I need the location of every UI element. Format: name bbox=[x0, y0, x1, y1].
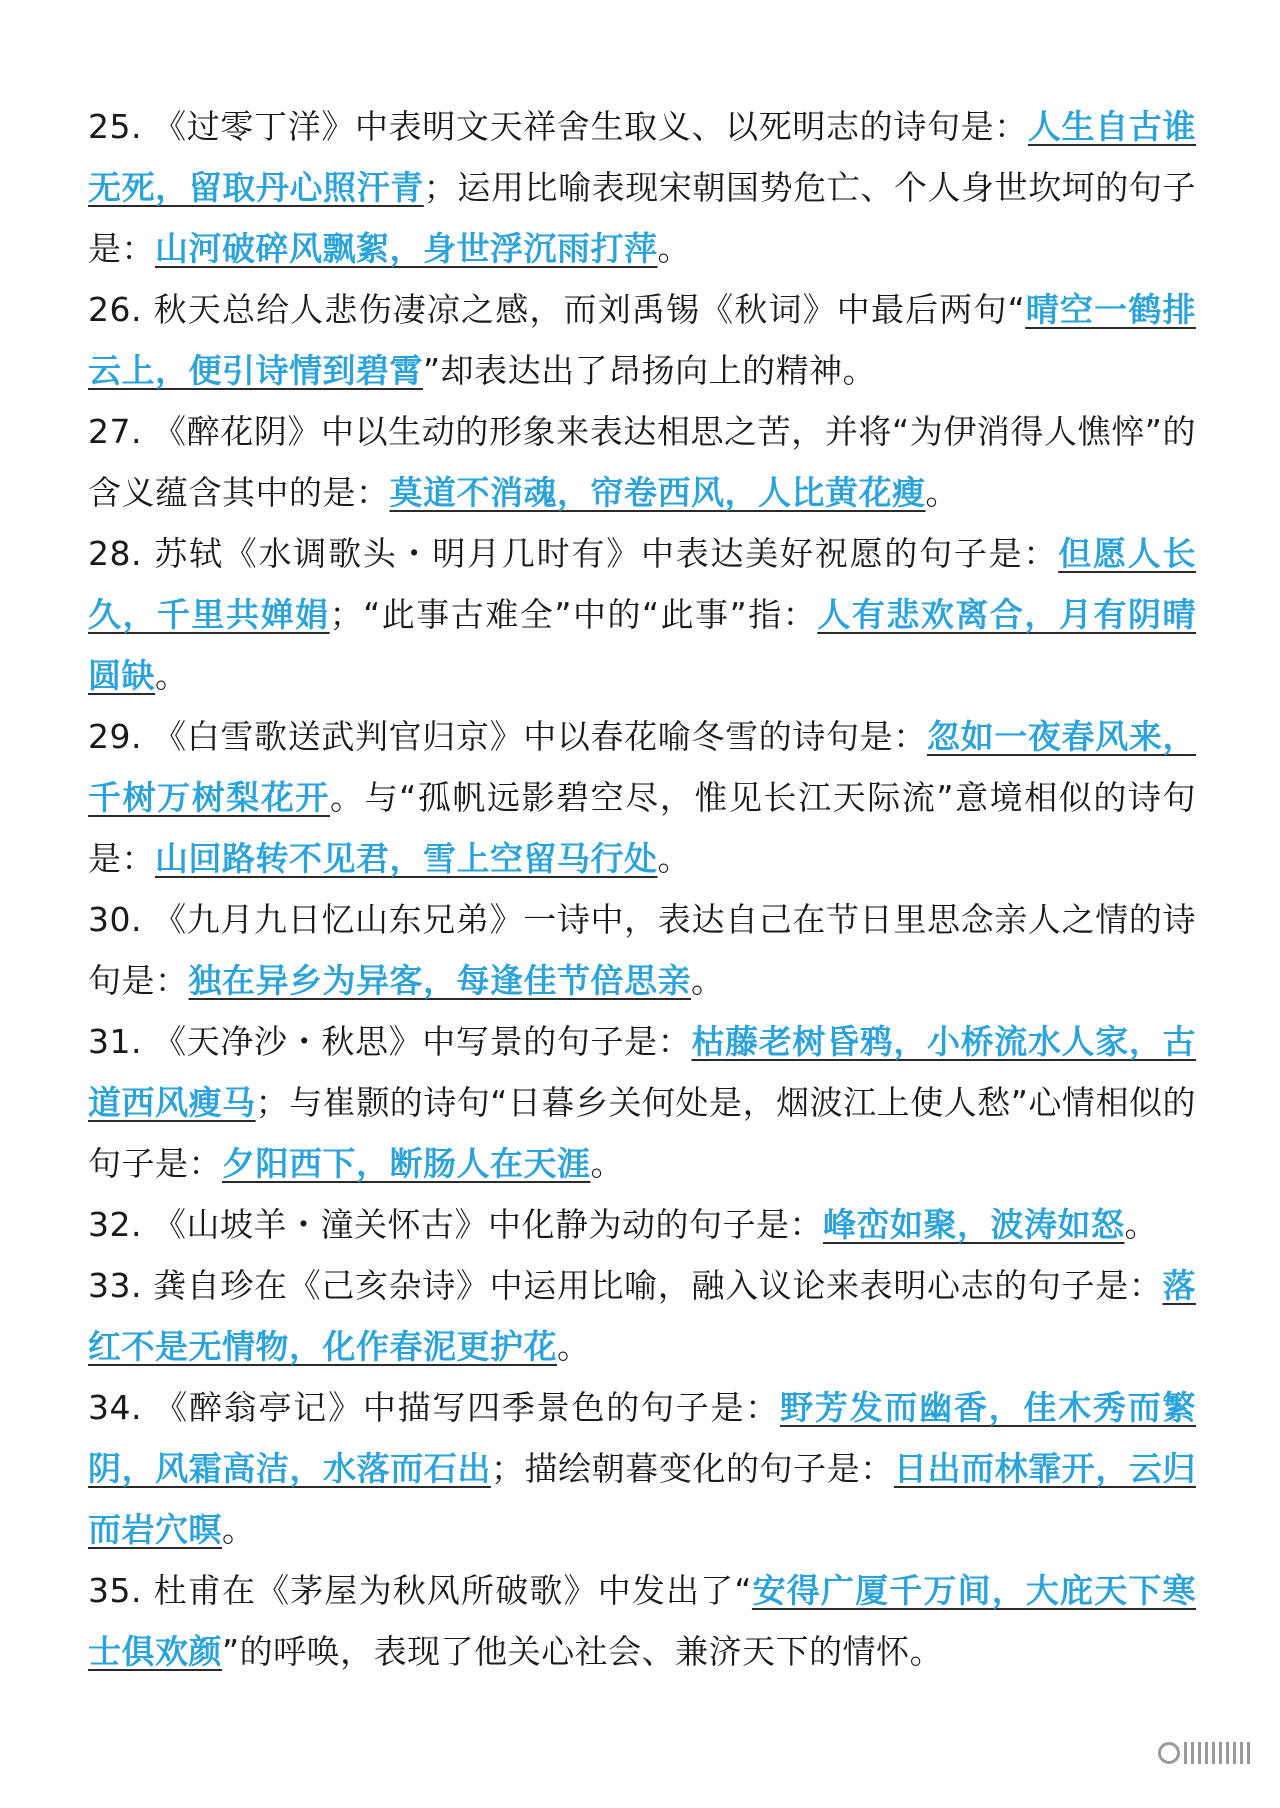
answer-text: 独在异乡为异客，每逢佳节倍思亲 bbox=[188, 961, 691, 1000]
document-page bbox=[88, 96, 1196, 1682]
question-27 bbox=[88, 401, 1196, 523]
question-text: 32. 《山坡羊・潼关怀古》中化静为动的句子是： bbox=[88, 1205, 823, 1244]
question-text: ；“此事古难全”中的“此事”指： bbox=[329, 595, 818, 634]
question-text: 27. 《醉花阴》中以生动的形象来表达相思之苦，并将“为伊消得人憔悴”的含义蕴含其中的是： bbox=[88, 412, 1196, 512]
question-text: 25. 《过零丁洋》中表明文天祥舍生取义、以死明志的诗句是： bbox=[88, 107, 1028, 146]
question-text: ；运用比喻表现宋朝国势危亡、个人身世坎坷的句子是： bbox=[88, 168, 1196, 268]
question-text: 30. 《九月九日忆山东兄弟》一诗中，表达自己在节日里思念亲人之情的诗句是： bbox=[88, 900, 1196, 1000]
answer-text: 人有悲欢离合，月有阴晴圆缺 bbox=[88, 595, 1197, 695]
question-35 bbox=[88, 1560, 1196, 1682]
answer-text: 野芳发而幽香，佳木秀而繁阴，风霜高洁，水落而石出 bbox=[88, 1388, 1197, 1488]
question-text: 28. 苏轼《水调歌头・明月几时有》中表达美好祝愿的句子是： bbox=[88, 534, 1059, 573]
question-text: 34. 《醉翁亭记》中描写四季景色的句子是： bbox=[88, 1388, 781, 1427]
question-text: 。 bbox=[590, 1144, 624, 1183]
answer-text: 夕阳西下，断肠人在天涯 bbox=[222, 1144, 591, 1183]
question-26 bbox=[88, 279, 1196, 401]
question-text: 31. 《天净沙・秋思》中写景的句子是： bbox=[88, 1022, 692, 1061]
question-text: 。 bbox=[155, 656, 189, 695]
question-text: 26. 秋天总给人悲伤凄凉之感，而刘禹锡《秋词》中最后两句“ bbox=[88, 290, 1026, 329]
answer-text: 莫道不消魂，帘卷西风，人比黄花瘦 bbox=[389, 473, 926, 512]
answer-text: 山回路转不见君，雪上空留马行处 bbox=[155, 839, 658, 878]
bars-icon bbox=[1184, 1742, 1250, 1764]
question-25 bbox=[88, 96, 1196, 279]
question-30 bbox=[88, 889, 1196, 1011]
answer-text: 但愿人长久，千里共婵娟 bbox=[88, 534, 1196, 634]
question-text: ；描绘朝暮变化的句子是： bbox=[490, 1449, 894, 1488]
question-text: 。 bbox=[691, 961, 725, 1000]
question-text: ”却表达出了昂扬向上的精神。 bbox=[423, 351, 877, 390]
question-text: 。 bbox=[222, 1510, 256, 1549]
question-text: 。 bbox=[657, 229, 691, 268]
answer-text: 忽如一夜春风来，千树万树梨花开 bbox=[88, 717, 1196, 817]
answer-text: 人生自古谁无死，留取丹心照汗青 bbox=[88, 107, 1196, 207]
question-34 bbox=[88, 1377, 1196, 1560]
question-text: 35. 杜甫在《茅屋为秋风所破歌》中发出了“ bbox=[88, 1571, 752, 1610]
question-31 bbox=[88, 1011, 1196, 1194]
question-text: 。与“孤帆远影碧空尽，惟见长江天际流”意境相似的诗句是： bbox=[88, 778, 1197, 878]
question-text: ；与崔颢的诗句“日暮乡关何处是，烟波江上使人愁”心情相似的句子是： bbox=[88, 1083, 1196, 1183]
answer-text: 山河破碎风飘絮，身世浮沉雨打萍 bbox=[155, 229, 658, 268]
answer-text: 日出而林霏开，云归而岩穴暝 bbox=[88, 1449, 1196, 1549]
question-text: 。 bbox=[557, 1327, 591, 1366]
question-29 bbox=[88, 706, 1196, 889]
answer-text: 枯藤老树昏鸦，小桥流水人家，古道西风瘦马 bbox=[88, 1022, 1196, 1122]
question-33 bbox=[88, 1255, 1196, 1377]
ring-icon bbox=[1158, 1742, 1180, 1764]
answer-text: 晴空一鹤排云上，便引诗情到碧霄 bbox=[88, 290, 1196, 390]
question-text: ”的呼唤，表现了他关心社会、兼济天下的情怀。 bbox=[222, 1632, 944, 1671]
question-text: 33. 龚自珍在《己亥杂诗》中运用比喻，融入议论来表明心志的句子是： bbox=[88, 1266, 1163, 1305]
answer-text: 峰峦如聚，波涛如怒 bbox=[822, 1205, 1125, 1244]
question-text: 。 bbox=[925, 473, 959, 512]
question-text: 。 bbox=[657, 839, 691, 878]
question-28 bbox=[88, 523, 1196, 706]
watermark-logo-icon bbox=[1100, 1738, 1250, 1768]
question-text: 29. 《白雪歌送武判官归京》中以春花喻冬雪的诗句是： bbox=[88, 717, 927, 756]
answer-text: 安得广厦千万间，大庇天下寒士俱欢颜 bbox=[88, 1571, 1197, 1671]
answer-text: 落红不是无情物，化作春泥更护花 bbox=[88, 1266, 1196, 1366]
question-32 bbox=[88, 1194, 1196, 1255]
question-text: 。 bbox=[1124, 1205, 1158, 1244]
